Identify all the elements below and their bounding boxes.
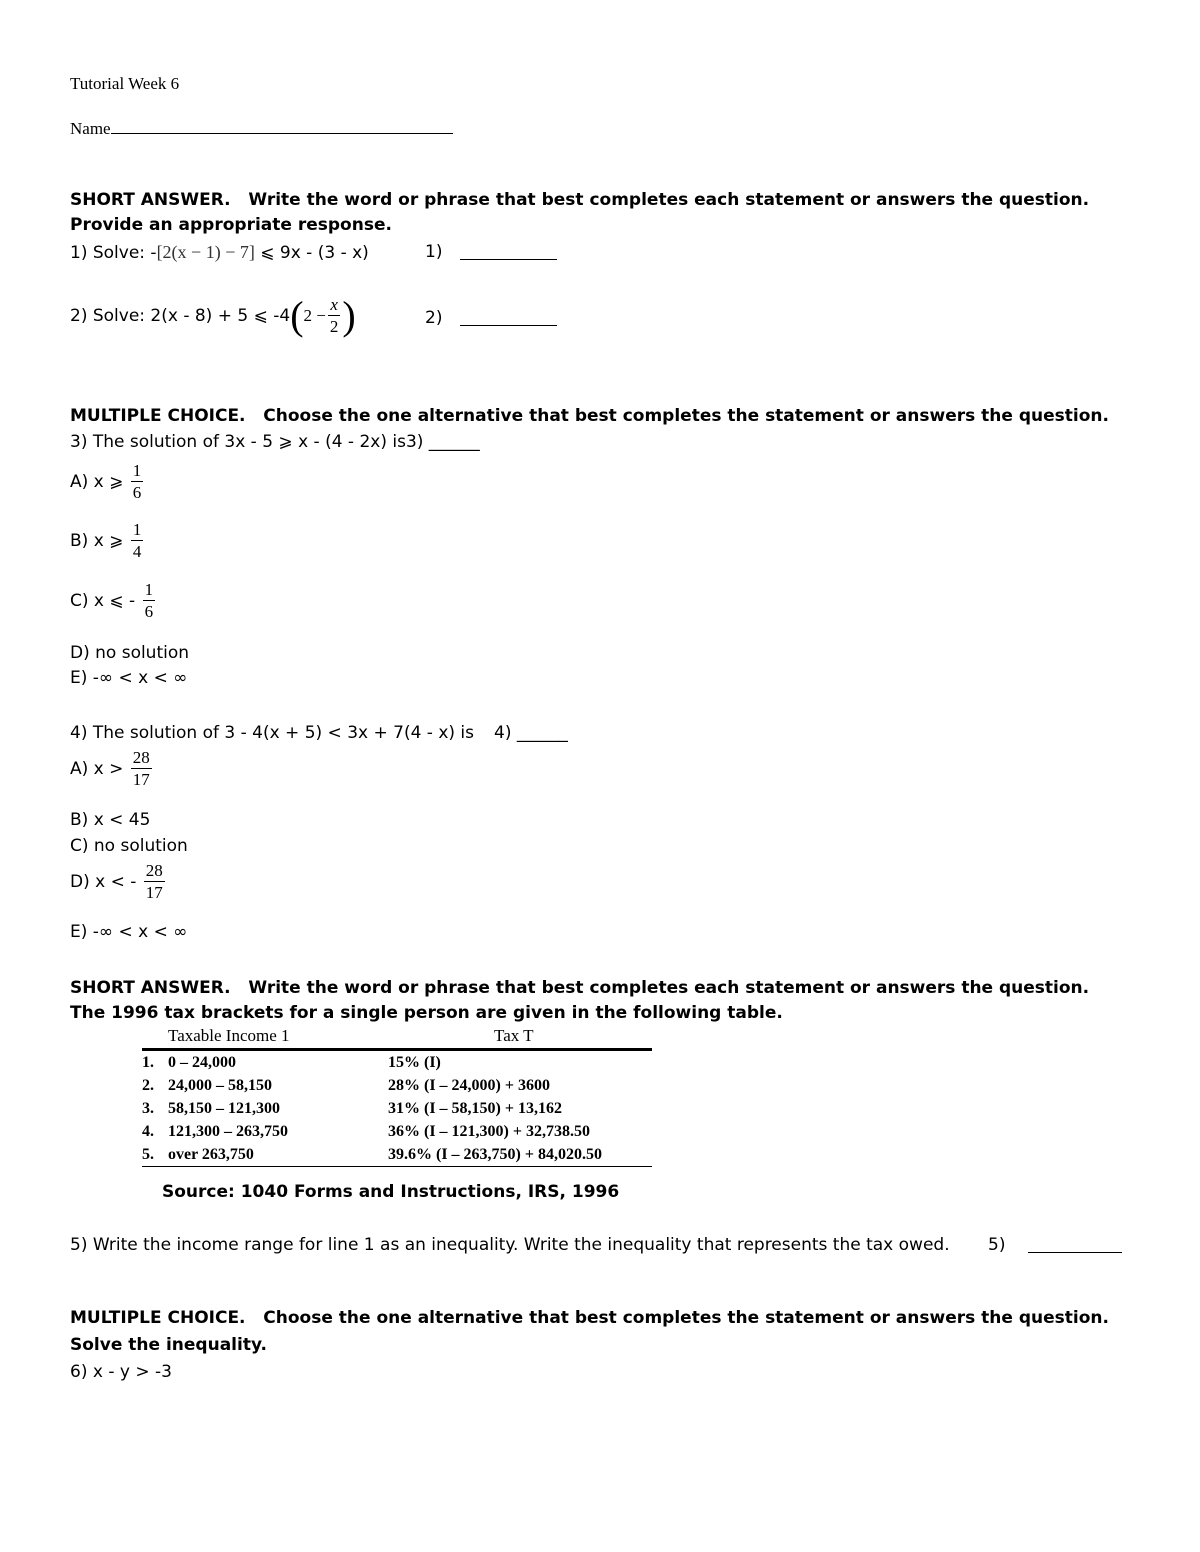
- q4-option-e[interactable]: E) -∞ < x < ∞: [70, 922, 188, 942]
- q4-option-a[interactable]: [70, 749, 154, 789]
- row-number: 1.: [142, 1054, 154, 1071]
- q3-option-b-label: B) x ⩾: [70, 531, 124, 551]
- row-number: 5.: [142, 1143, 168, 1167]
- q3-option-b-den: 4: [132, 542, 142, 561]
- q3-option-d[interactable]: D) no solution: [70, 643, 190, 663]
- q3-option-b-num: 1: [132, 520, 142, 539]
- row-tax: 28% (I – 24,000) + 3600: [388, 1077, 550, 1094]
- name-label: Name: [70, 119, 111, 138]
- question-6: 6) x - y > -3: [70, 1362, 172, 1382]
- q2-left-paren: (: [290, 293, 304, 338]
- name-blank[interactable]: [111, 119, 453, 134]
- q3-option-c[interactable]: [70, 581, 157, 621]
- q3-option-a[interactable]: [70, 462, 145, 502]
- q1-bracket-expression: [2(x − 1) − 7]: [156, 242, 255, 262]
- section3-sub: The 1996 tax brackets for a single person are given in the following table.: [70, 1003, 783, 1023]
- q2-frac-den: 2: [329, 317, 339, 336]
- question-5: 5) Write the income range for line 1 as an inequality. Write the inequality that represents the tax owed.: [70, 1235, 950, 1255]
- q4-option-a-label: A) x >: [70, 759, 124, 779]
- row-income: 121,300 – 263,750: [168, 1123, 288, 1140]
- section1-instruction: Write the word or phrase that best completes each statement or answers the question.: [248, 190, 1090, 210]
- q4-option-d-den: 17: [145, 883, 163, 902]
- section2-heading-line: [70, 406, 1109, 426]
- section3-heading-line: [70, 978, 1089, 998]
- q3-option-a-den: 6: [132, 483, 142, 502]
- row-number: 3.: [142, 1100, 154, 1117]
- q1-rest: ⩽ 9x - (3 - x): [254, 243, 369, 263]
- q3-option-c-num: 1: [144, 580, 154, 599]
- table-row: [142, 1050, 652, 1075]
- question-1: [70, 242, 369, 263]
- table-row: [142, 1074, 652, 1097]
- section2-instruction: Choose the one alternative that best completes the statement or answers the question.: [263, 406, 1109, 426]
- q2-prefix: 2) Solve: 2(x - 8) + 5 ⩽ -4: [70, 306, 291, 326]
- q1-prefix: 1) Solve: -: [70, 243, 157, 263]
- section3-instruction: Write the word or phrase that best completes each statement or answers the question.: [248, 978, 1090, 998]
- table-row: [142, 1143, 652, 1167]
- section4-sub: Solve the inequality.: [70, 1335, 267, 1355]
- row-tax: 39.6% (I – 263,750) + 84,020.50: [388, 1143, 652, 1167]
- section4-instruction: Choose the one alternative that best completes the statement or answers the question.: [263, 1308, 1109, 1328]
- row-number: 2.: [142, 1077, 154, 1094]
- q5-answer-blank[interactable]: [1028, 1238, 1122, 1253]
- section1-heading: SHORT ANSWER.: [70, 190, 231, 210]
- question-2: [70, 293, 356, 338]
- page-title: Tutorial Week 6: [70, 74, 180, 93]
- q2-answer-blank[interactable]: [460, 311, 557, 326]
- name-line: [70, 119, 453, 139]
- question-4-stem: 4) The solution of 3 - 4(x + 5) < 3x + 7(4 - x) is: [70, 723, 475, 743]
- q1-answer-blank[interactable]: [460, 245, 557, 260]
- q2-answer-label: 2): [425, 308, 443, 328]
- table-row: [142, 1120, 652, 1143]
- q2-inner: 2 −: [303, 306, 326, 325]
- table-row: [142, 1097, 652, 1120]
- section4-heading: MULTIPLE CHOICE.: [70, 1308, 246, 1328]
- q4-option-d-num: 28: [145, 861, 163, 880]
- q2-right-paren: ): [342, 293, 356, 338]
- q4-option-d-label: D) x < -: [70, 872, 137, 892]
- table-header-row: [142, 1026, 652, 1050]
- q2-fraction: [328, 296, 341, 336]
- row-income: 24,000 – 58,150: [168, 1077, 272, 1094]
- q1-answer-label: 1): [425, 242, 443, 262]
- row-number: 4.: [142, 1123, 154, 1140]
- row-income: 58,150 – 121,300: [168, 1100, 280, 1117]
- q5-answer-label: 5): [988, 1235, 1006, 1255]
- q2-frac-num: x: [330, 295, 338, 314]
- q4-option-a-num: 28: [132, 748, 150, 767]
- q3-option-c-label: C) x ⩽ -: [70, 591, 136, 611]
- table-header-tax: Tax T: [388, 1026, 652, 1050]
- table-header-income: Taxable Income 1: [142, 1026, 388, 1050]
- section3-heading: SHORT ANSWER.: [70, 978, 231, 998]
- q3-option-a-num: 1: [132, 461, 142, 480]
- q4-option-c[interactable]: C) no solution: [70, 836, 188, 856]
- section1-sub: Provide an appropriate response.: [70, 215, 392, 235]
- row-income: 0 – 24,000: [168, 1054, 236, 1071]
- q3-option-b[interactable]: [70, 521, 145, 561]
- section1-heading-line: [70, 190, 1089, 210]
- row-tax: 31% (I – 58,150) + 13,162: [388, 1100, 562, 1117]
- section2-heading: MULTIPLE CHOICE.: [70, 406, 246, 426]
- q4-option-b[interactable]: B) x < 45: [70, 810, 151, 830]
- question-3-stem: 3) The solution of 3x - 5 ⩾ x - (4 - 2x) is3) ______: [70, 432, 480, 452]
- tax-bracket-table: [142, 1026, 652, 1167]
- row-tax: 15% (I): [388, 1054, 441, 1071]
- row-income: over 263,750: [168, 1143, 388, 1167]
- q3-option-a-label: A) x ⩾: [70, 472, 124, 492]
- row-tax: 36% (I – 121,300) + 32,738.50: [388, 1123, 590, 1140]
- q3-option-e[interactable]: E) -∞ < x < ∞: [70, 668, 188, 688]
- q4-answer[interactable]: 4) ______: [494, 723, 568, 743]
- q4-option-a-den: 17: [132, 770, 150, 789]
- q4-option-d[interactable]: [70, 862, 167, 902]
- table-source: Source: 1040 Forms and Instructions, IRS, 1996: [162, 1182, 620, 1202]
- q3-option-c-den: 6: [144, 602, 154, 621]
- section4-heading-line: [70, 1308, 1109, 1328]
